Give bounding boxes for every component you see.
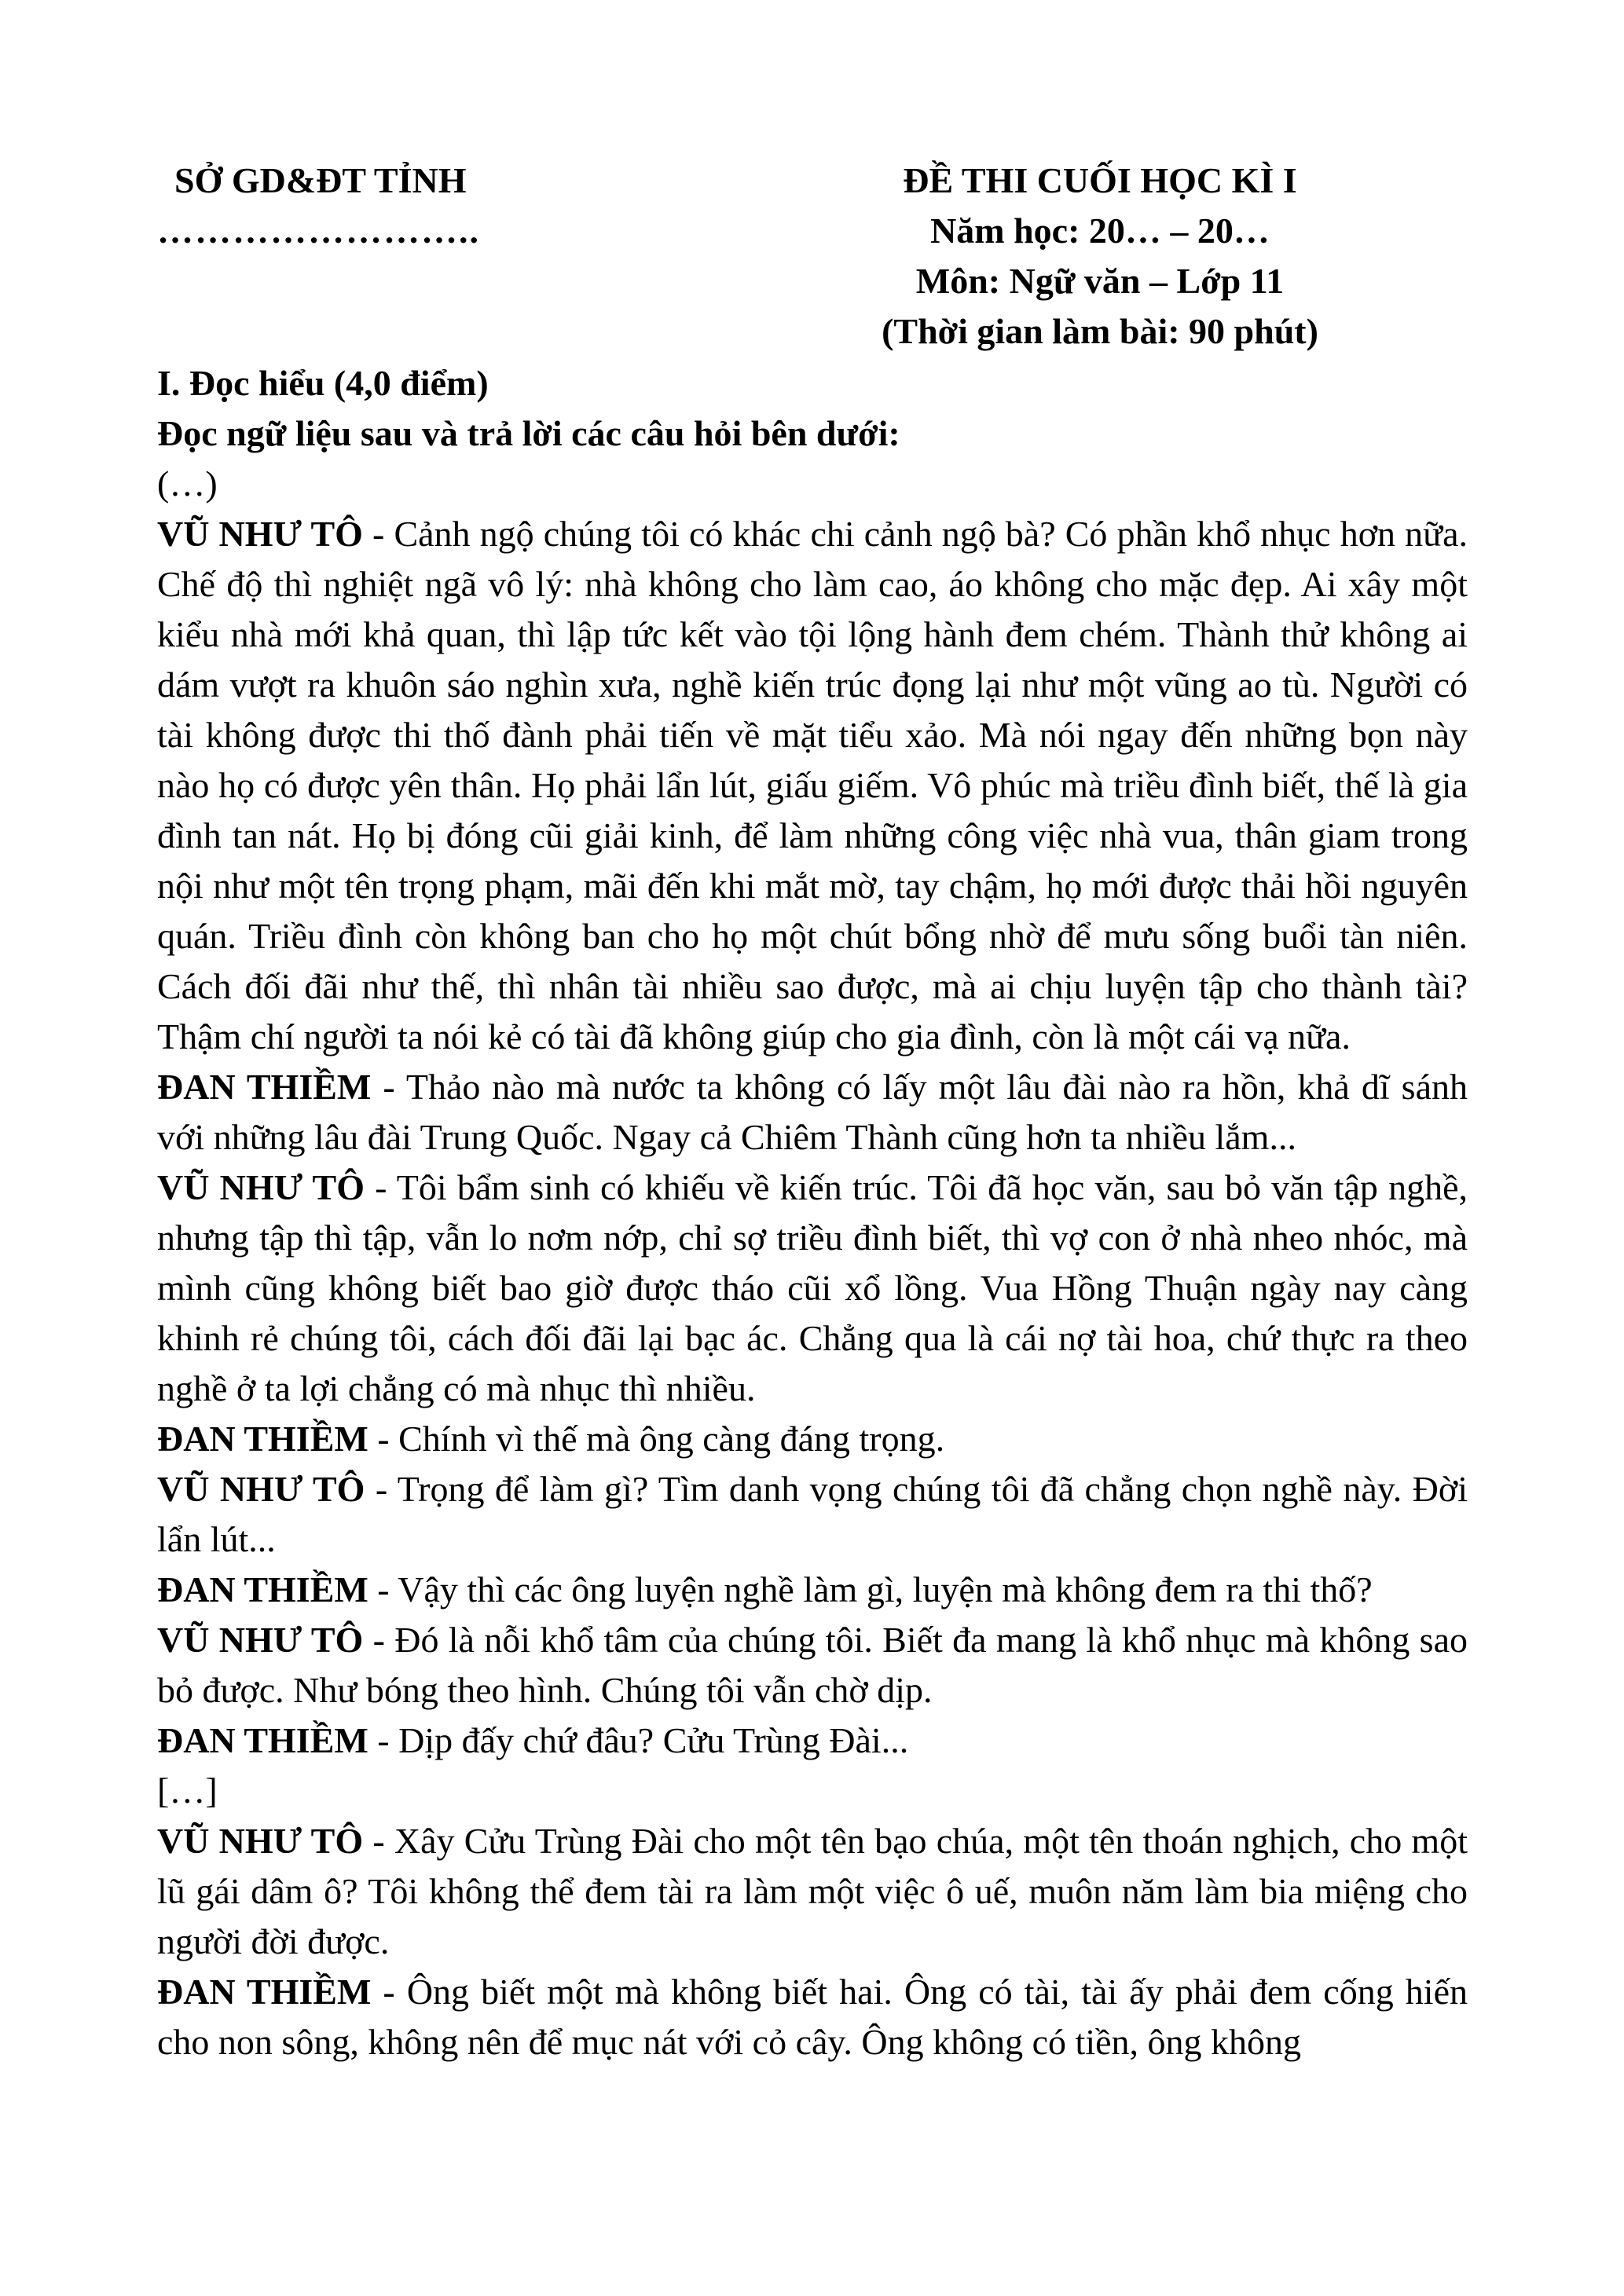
exam-header [833,156,1367,357]
speech-text: - Xây Cửu Trùng Đài cho một tên bạo chúa, một tên thoán nghịch, cho một lũ gái dâm ô? Tôi không thể đem tài ra làm một việc ô uế, muôn năm làm bia miệng cho người đời được. [157,1821,1468,1961]
speech-text: - Ông biết một mà không biết hai. Ông có tài, tài ấy phải đem cống hiến cho non sông, không nên để mục nát với cỏ cây. Ông không có tiền, ông không [157,1972,1468,2062]
dialogue-line [157,1716,1468,1766]
subject-line: Môn: Ngữ văn – Lớp 11 [915,261,1285,301]
dialogue-line [157,1565,1468,1615]
ellipsis-open: (…) [157,463,218,504]
dialogue-line [157,1464,1468,1565]
department-header [157,156,597,256]
speech-text: - Chính vì thế mà ông càng đáng trọng. [368,1419,945,1459]
speaker-name: VŨ NHƯ TÔ [157,1469,365,1509]
speech-text: - Dịp đấy chứ đâu? Cửu Trùng Đài... [368,1720,909,1760]
dialogue-line [157,509,1468,1062]
speech-text: - Vậy thì các ông luyện nghề làm gì, luyện mà không đem ra thi thố? [368,1569,1373,1609]
speaker-name: ĐAN THIỀM [157,1720,368,1760]
section-instruction: Đọc ngữ liệu sau và trả lời các câu hỏi bên dưới: [157,413,900,453]
dialogue-line [157,1062,1468,1163]
exam-title: ĐỀ THI CUỐI HỌC KÌ I [903,160,1297,200]
speech-text: - Đó là nỗi khổ tâm của chúng tôi. Biết đa mang là khổ nhục mà không sao bỏ được. Như bóng theo hình. Chúng tôi vẫn chờ dịp. [157,1620,1468,1710]
dialogue-line [157,1615,1468,1716]
speaker-name: ĐAN THIỀM [157,1569,368,1609]
speech-text: - Trọng để làm gì? Tìm danh vọng chúng tôi đã chẳng chọn nghề này. Đời lẩn lút... [157,1469,1468,1559]
department-name: SỞ GD&ĐT TỈNH [174,160,467,200]
speaker-name: ĐAN THIỀM [157,1972,372,2012]
section-title: I. Đọc hiểu (4,0 điểm) [157,363,489,403]
speaker-name: VŨ NHƯ TÔ [157,514,363,554]
school-year: Năm học: 20… – 20… [930,211,1270,251]
dialogue-line [157,1163,1468,1414]
speech-text: - Cảnh ngộ chúng tôi có khác chi cảnh ngộ bà? Có phần khổ nhục hơn nữa. Chế độ thì nghiệt ngã vô lý: nhà không cho làm cao, áo không cho mặc đẹp. Ai xây một kiểu nhà mới khả quan, thì lập tức kết vào tội lộng hành đem chém. Thành thử không ai dám vượt ra khuôn sáo nghìn xưa, nghề kiến trúc đọng lại như một vũng ao tù. Người có tài không được thi thố đành phải tiến về mặt tiểu xảo. Mà nói ngay đến những bọn này nào họ có được yên thân. Họ phải lẩn lút, giấu giếm. Vô phúc mà triều đình biết, thế là gia đình tan nát. Họ bị đóng cũi giải kinh, để làm những công việc nhà vua, thân giam trong nội như một tên trọng phạm, mãi đến khi mắt mờ, tay chậm, họ mới được thải hồi nguyên quán. Triều đình còn không ban cho họ một chút bổng nhờ để mưu sống buổi tàn niên. Cách đối đãi như thế, thì nhân tài nhiều sao được, mà ai chịu luyện tập cho thành tài? Thậm chí người ta nói kẻ có tài đã không giúp cho gia đình, còn là một cái vạ nữa. [157,514,1468,1056]
dialogue-line [157,1967,1468,2067]
time-limit: (Thời gian làm bài: 90 phút) [882,311,1318,351]
speaker-name: ĐAN THIỀM [157,1067,372,1107]
speaker-name: VŨ NHƯ TÔ [157,1620,364,1660]
speaker-name: ĐAN THIỀM [157,1419,368,1459]
dialogue-line [157,1816,1468,1967]
speaker-name: VŨ NHƯ TÔ [157,1821,364,1861]
ellipsis-mid: […] [157,1771,218,1811]
dialogue-line [157,1414,1468,1464]
speaker-name: VŨ NHƯ TÔ [157,1167,365,1207]
speech-text: - Tôi bẩm sinh có khiếu về kiến trúc. Tôi đã học văn, sau bỏ văn tập nghề, nhưng tập thì tập, vẫn lo nơm nớp, chỉ sợ triều đình biết, thì vợ con ở nhà nheo nhóc, mà mình cũng không biết bao giờ được tháo cũi xổ lồng. Vua Hồng Thuận ngày nay càng khinh rẻ chúng tôi, cách đối đãi lại bạc ác. Chẳng qua là cái nợ tài hoa, chứ thực ra theo nghề ở ta lợi chẳng có mà nhục thì nhiều. [157,1167,1468,1408]
reading-section [157,358,1468,2067]
speech-text: - Thảo nào mà nước ta không có lấy một lâu đài nào ra hồn, khả dĩ sánh với những lâu đài Trung Quốc. Ngay cả Chiêm Thành cũng hơn ta nhiều lắm... [157,1067,1468,1157]
department-placeholder: …………………….. [157,211,480,251]
